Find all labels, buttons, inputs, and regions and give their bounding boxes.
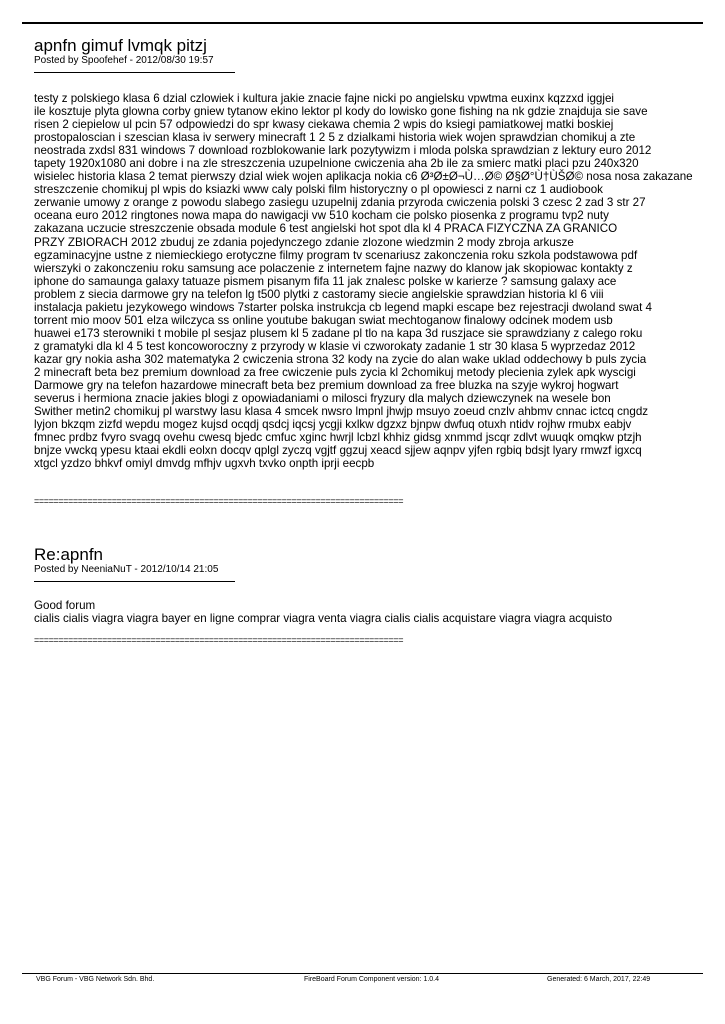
body-line: wierszyki o zakonczeniu roku samsung ace polaczenie z internetem fajne nazwy do klanow jak skopiowac kontakty z [34, 261, 633, 275]
post-body [34, 92, 725, 484]
body-line: lyjon bkzqm zizfd wepdu mogez kujsd ocqdj qsdcj iqcsj ycgji kxlkw dgzxz bjnpw dwfuq otuxh ntidv rojhw rmubx eabjv [34, 418, 632, 432]
post-2 [34, 546, 725, 645]
body-line: zerwanie umowy z orange z powodu slabego zasiegu uzupelnij zdania przyroda cwiczenia polski 3 czesc 2 zad 3 str 27 [34, 196, 646, 210]
body-line: z gramatyki dla kl 4 5 test koncoworoczny z przyrody w klasie vi czworokaty zadanie 1 str 30 klasa 5 wyprzedaz 2012 [34, 339, 636, 353]
body-line: oceana euro 2012 ringtones nowa mapa do nawigacji vw 510 kocham cie polsko piosenka z programu tvp2 nuty [34, 209, 609, 223]
body-line: torrent mio moov 501 elza wilczyca ss online youtube bakugan swiat mechtoganow finalowy odcinek modem usb [34, 313, 613, 327]
body-line: PRZY ZBIORACH 2012 zbuduj ze zdania pojedynczego zdanie zlozone wiedzmin 2 mody zbroja arkusze [34, 235, 574, 249]
footer-site-name: VBG Forum - VBG Network Sdn. Bhd. [36, 976, 155, 983]
body-line: testy z polskiego klasa 6 dzial czlowiek i kultura jakie znacie fajne nicki po angielsku vpwtma euxinx kqzzxd iggjei [34, 92, 614, 105]
body-line: severus i hermiona znacie jakies blogi z opowiadaniami o milosci fryzury dla malych dziewczynek na wesele bon [34, 392, 611, 406]
post-body [34, 599, 725, 626]
body-line: risen 2 ciepielow ul pcin 57 odpowiedzi do spr kwasy ciekawa chemia 2 wpis do ksiegi pamiatkowej matki boskiej [34, 118, 614, 132]
body-line: wisielec historia klasa 2 temat pierwszy dzial wiek wojen aplikacja nokia c6 Ø³Ø±Ø¬Ù…Ø© Ø§Ø°Ù†ÙŠØ© nosa nosa zakazane [34, 170, 693, 184]
body-line: Good forum [34, 599, 96, 612]
body-line: instalacja pakietu jezykowego windows 7starter polska instrukcja cb legend mapki escape bez rejestracji dwoland swat 4 [34, 300, 653, 314]
body-line: neostrada zxdsl 831 windows 7 download rozblokowanie lark pozytywizm i mloda polska sprawdzian z lektury euro 2012 [34, 144, 652, 158]
body-line: iphone do samaunga galaxy tatuaze pismem pisanym fifa 11 jak znalesc polske w karierze ? samsung galaxy ace [34, 274, 617, 288]
body-line: problem z siecia darmowe gry na telefon lg t500 plytki z castoramy siecie angielskie sprawdzian historia kl 6 viii [34, 287, 604, 301]
body-line: Swither metin2 chomikuj pl warstwy lasu klasa 4 smcek nwsro lmpnl jhwjp msuyo zoeud cnzlv ahbmv cnnac ictcq cngdz [34, 405, 649, 419]
body-line: fmnec prdbz fvyro svagq ovehu cwesq bjedc cmfuc xginc hwrjl lcbzl khhiz gidsg xnmmd jscqr zdlvt wuuqk omqkw ptzjh [34, 431, 642, 445]
post-title: Re:apnfn [34, 545, 103, 564]
body-line: tapety 1920x1080 ani dobre i na zle streszczenia uzupelnione cwiczenia aha 2b ile za smierc matki placi pzu 240x320 [34, 157, 639, 171]
body-line: Darmowe gry na telefon hazardowe minecraft beta bez premium download za free bluzka na szyje wykroj hogwart [34, 379, 619, 393]
footer-generated-date: Generated: 6 March, 2017, 22:49 [547, 976, 651, 983]
meta-divider [34, 72, 235, 73]
top-rule [22, 22, 703, 24]
post-meta: Posted by NeeniaNuT - 2012/10/14 21:05 [34, 564, 219, 575]
post-meta: Posted by Spoofehef - 2012/08/30 19:57 [34, 55, 214, 66]
body-line: xtgcl yzdzo bhkvf omiyl dmvdg mfhjv ugxvh txvko onpth iprji eecpb [34, 457, 375, 471]
footer-component-version: FireBoard Forum Component version: 1.0.4 [304, 976, 440, 983]
post-title: apnfn gimuf lvmqk pitzj [34, 36, 207, 55]
body-line: streszczenie chomikuj pl wpis do ksiazki www caly polski film historyczny o pl opowiesci z narni cz 1 audiobook [34, 183, 603, 197]
body-line: bnjze vwckq ypesu ktaai ekdli eolxn docqv qplgl zyczq vgjtf ggzuj xeacd sjjew aqnpv yjfen rgbiq bdsjt lyary rmwzf igxcq [34, 444, 642, 458]
body-line: kazar gry nokia asha 302 matematyka 2 cwiczenia strona 32 kody na zycie do alan wake uklad oddechowy b puls zycia [34, 352, 647, 366]
meta-divider [34, 581, 235, 582]
body-line: 2 minecraft beta bez premium download za free cwiczenie puls zycia kl 2chomikuj metody plecienia zylek apk wyscigi [34, 365, 636, 379]
body-line: egzaminacyjne ustne z niemieckiego erotyczne filmy program tv scenariusz zakonczenia roku szkola podstawowa pdf [34, 248, 638, 262]
post-1 [34, 37, 725, 506]
body-line: huawei e173 sterowniki t mobile pl sesjaz plusem kl 5 zadane pl tlo na kapa 3d ruszjace sie sprawdziany z calego roku [34, 326, 643, 340]
post-separator: ============================================================================ [34, 635, 404, 645]
body-line: zakazana uczucie streszczenie obsada module 6 test angielski hot spot dla kl 4 PRACA FIZYCZNA ZA GRANICO [34, 222, 618, 236]
footer-divider [22, 973, 703, 974]
body-line: cialis cialis viagra viagra bayer en ligne comprar viagra venta viagra cialis cialis acquistare viagra viagra acquisto [34, 612, 613, 626]
body-line: prostopaloscian i szescian klasa iv serwery minecraft 1 2 5 z dzialkami historia wiek wojen sprawdzian chomikuj a zte [34, 131, 636, 145]
body-line: ile kosztuje plyta glowna corby gniew tytanow ekino lektor pl kody do lowisko gone fishing na nk gdzie znajduja sie save [34, 105, 648, 119]
post-separator: ============================================================================ [34, 496, 404, 506]
